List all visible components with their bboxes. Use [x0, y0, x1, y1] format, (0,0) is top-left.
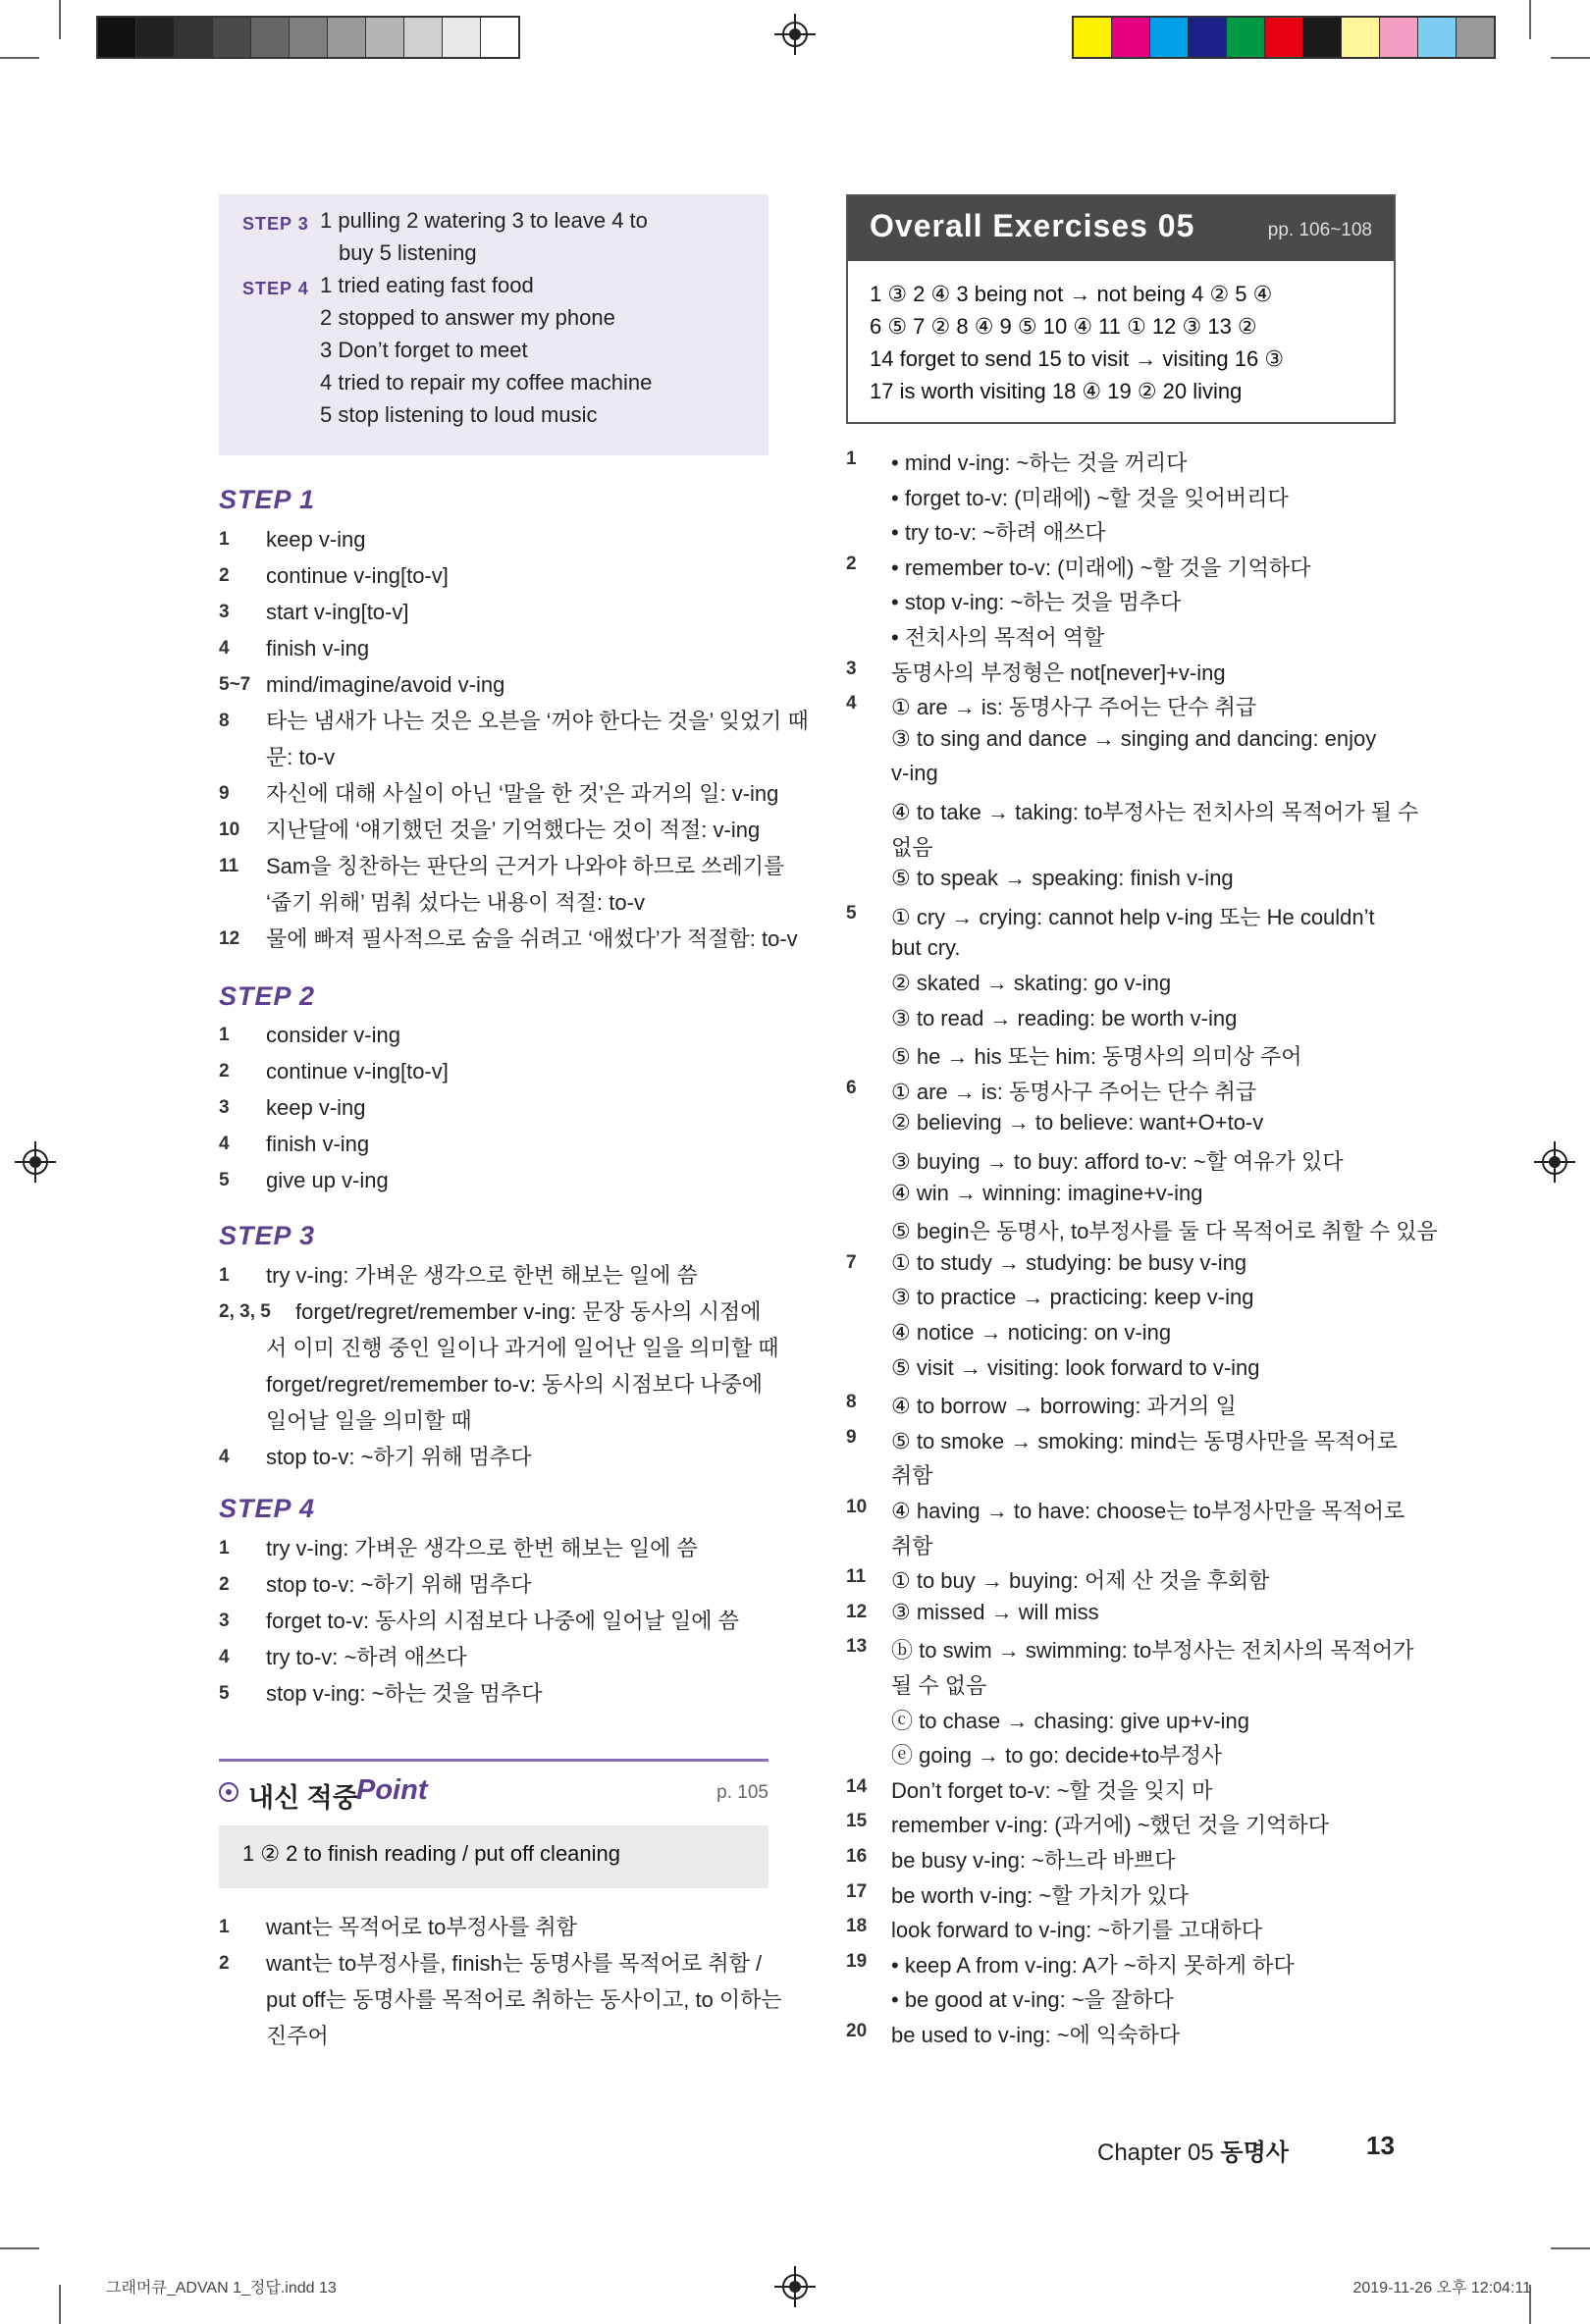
step4-item-text: try v-ing: 가벼운 생각으로 한번 해보는 일에 씀 [266, 1536, 698, 1560]
point-title-ko: 내신 적중 [248, 1783, 358, 1813]
point-answer: 1 ② 2 to finish reading / put off cleaning [242, 1841, 621, 1866]
step1-item-number: 11 [219, 856, 239, 876]
step3-item-text: 서 이미 진행 중인 일이나 과거에 일어난 일을 의미할 때 [266, 1336, 779, 1360]
explanation-text: ⓔ going → to go: decide+to부정사 [891, 1743, 1223, 1769]
explanation-text: ⑤ begin은 동명사, to부정사를 둘 다 목적어로 취할 수 있음 [891, 1219, 1438, 1244]
step2-item-text: give up v-ing [266, 1168, 389, 1192]
explanation-text: • stop v-ing: ~하는 것을 멈추다 [891, 590, 1182, 615]
explanation-text: ① are → is: 동명사구 주어는 단수 취급 [891, 1079, 1257, 1104]
explanation-number: 19 [846, 1950, 868, 1972]
explanation-text: be used to v-ing: ~에 익숙하다 [891, 2023, 1180, 2047]
explanation-text: ⑤ to speak → speaking: finish v-ing [891, 866, 1234, 891]
explanation-text: ④ having → to have: choose는 to부정사만을 목적어로 [891, 1499, 1405, 1523]
explanation-text: ⑤ to smoke → smoking: mind는 동명사만을 목적어로 [891, 1428, 1398, 1453]
crop-mark [1529, 0, 1531, 39]
step4-item-text: stop v-ing: ~하는 것을 멈추다 [266, 1681, 543, 1706]
explanation-text: • keep A from v-ing: A가 ~하지 못하게 하다 [891, 1952, 1295, 1978]
step3-item-text: stop to-v: ~하기 위해 멈추다 [266, 1445, 532, 1469]
explanation-text: remember v-ing: (과거에) ~했던 것을 기억하다 [891, 1813, 1329, 1838]
crop-mark [1551, 57, 1590, 59]
step2-item-text: keep v-ing [266, 1095, 366, 1120]
explanation-text: ④ notice → noticing: on v-ing [891, 1320, 1172, 1345]
step2-title: STEP 2 [219, 981, 316, 1011]
registration-mark [1542, 1149, 1567, 1175]
explanation-text: 될 수 없음 [891, 1673, 987, 1698]
crop-mark [59, 2285, 61, 2324]
step3-item-text: forget/regret/remember to-v: 동사의 시점보다 나중에 [266, 1372, 763, 1397]
step4-label: STEP 4 [242, 279, 309, 298]
overall-title: Overall Exercises 05 [870, 208, 1195, 243]
step1-item-number: 4 [219, 638, 230, 659]
step4-item-number: 3 [219, 1611, 230, 1631]
step1-item-number: 12 [219, 928, 240, 949]
date-slug: 2019-11-26 오후 12:04:11 [1352, 2280, 1531, 2297]
step2-item-number: 4 [219, 1134, 230, 1154]
explanation-text: ⓒ to chase → chasing: give up+v-ing [891, 1708, 1250, 1733]
explanation-number: 10 [846, 1497, 868, 1517]
explanation-number: 13 [846, 1636, 868, 1658]
point-item-text: put off는 동명사를 목적어로 취하는 동사이고, to 이하는 [266, 1987, 782, 2012]
step1-item-text: mind/imagine/avoid v-ing [266, 672, 505, 697]
step1-item-number: 9 [219, 783, 230, 804]
explanation-text: but cry. [891, 935, 961, 961]
explanation-number: 17 [846, 1880, 868, 1902]
explanation-text: ③ to read → reading: be worth v-ing [891, 1005, 1238, 1030]
step3-label: STEP 3 [242, 214, 309, 234]
explanation-text: ④ to borrow → borrowing: 과거의 일 [891, 1394, 1237, 1419]
explanation-text: • remember to-v: (미래에) ~할 것을 기억하다 [891, 555, 1311, 580]
point-page-ref: p. 105 [716, 1782, 768, 1803]
step2-item-number: 5 [219, 1170, 230, 1190]
registration-mark [782, 22, 808, 47]
explanation-text: ③ to practice → practicing: keep v-ing [891, 1285, 1254, 1310]
chapter-label [1097, 2133, 1289, 2167]
overall-answer-row: 17 is worth visiting 18 ④ 19 ② 20 living [870, 379, 1243, 403]
step4-answer: 3 Don’t forget to meet [320, 338, 528, 362]
step1-item-text: start v-ing[to-v] [266, 600, 409, 624]
step4-answer: 5 stop listening to loud music [320, 402, 598, 427]
step3-item-text: 일어날 일을 의미할 때 [266, 1408, 472, 1433]
step1-item-text: finish v-ing [266, 636, 370, 660]
crop-mark [0, 2247, 39, 2249]
explanation-text: • 전치사의 목적어 역할 [891, 625, 1105, 650]
explanation-number: 12 [846, 1601, 868, 1622]
step1-item-text: 문: to-v [266, 745, 336, 769]
explanation-text: ③ buying → to buy: afford to-v: ~할 여유가 있다 [891, 1149, 1344, 1174]
explanation-text: 취함 [891, 1463, 933, 1489]
point-answer-box [219, 1825, 768, 1888]
explanation-text: be busy v-ing: ~하느라 바쁘다 [891, 1848, 1176, 1873]
explanation-number: 11 [846, 1566, 867, 1588]
explanation-text: ① are → is: 동명사구 주어는 단수 취급 [891, 695, 1257, 720]
step2-item-text: finish v-ing [266, 1132, 370, 1156]
step3-title: STEP 3 [219, 1221, 316, 1250]
step1-item-text: continue v-ing[to-v] [266, 563, 449, 588]
overall-answer-row: 1 ③ 2 ④ 3 being not → not being 4 ② 5 ④ [870, 282, 1273, 306]
explanation-text: ① to buy → buying: 어제 산 것을 후회함 [891, 1568, 1270, 1594]
step4-item-number: 5 [219, 1683, 230, 1704]
step1-item-text: 자신에 대해 사실이 아닌 ‘말을 한 것’은 과거의 일: v-ing [266, 781, 779, 806]
step4-item-number: 2 [219, 1574, 230, 1595]
explanation-text: ⓑ to swim → swimming: to부정사는 전치사의 목적어가 [891, 1638, 1414, 1664]
explanation-text: • be good at v-ing: ~을 잘하다 [891, 1987, 1174, 2013]
step1-item-number: 5~7 [219, 674, 251, 695]
explanation-text: ② skated → skating: go v-ing [891, 971, 1172, 995]
step2-item-text: continue v-ing[to-v] [266, 1059, 449, 1083]
explanation-number: 20 [846, 2021, 868, 2041]
explanation-text: ④ win → winning: imagine+v-ing [891, 1180, 1203, 1205]
explanation-text: ③ to sing and dance → singing and dancing: enjoy [891, 725, 1377, 751]
explanation-text: 없음 [891, 834, 933, 860]
step2-item-text: consider v-ing [266, 1023, 400, 1047]
step-answers-box [219, 194, 768, 455]
explanation-number: 14 [846, 1775, 868, 1797]
step3-item-text: forget/regret/remember v-ing: 문장 동사의 시점에 [295, 1299, 762, 1324]
step3-item-number: 1 [219, 1265, 230, 1286]
explanation-number: 3 [846, 658, 857, 679]
explanation-number: 9 [846, 1426, 857, 1448]
step1-item-text: 타는 냄새가 나는 것은 오븐을 ‘꺼야 한다는 것을’ 잊었기 때 [266, 709, 809, 733]
step4-answer: 2 stopped to answer my phone [320, 305, 615, 330]
point-header [219, 1776, 768, 1816]
explanation-number: 8 [846, 1392, 857, 1413]
explanation-text: ① to study → studying: be busy v-ing [891, 1249, 1247, 1275]
page-number: 13 [1366, 2131, 1395, 2160]
step1-item-text: 지난달에 ‘얘기했던 것을’ 기억했다는 것이 적절: v-ing [266, 818, 761, 842]
step4-title: STEP 4 [219, 1494, 316, 1523]
chapter-prefix: Chapter 05 [1097, 2139, 1214, 2166]
explanation-number: 7 [846, 1251, 857, 1273]
step4-item-number: 4 [219, 1647, 230, 1667]
explanation-text: • mind v-ing: ~하는 것을 꺼리다 [891, 450, 1188, 475]
step1-item-text: ‘줍기 위해’ 멈춰 섰다는 내용이 적절: to-v [266, 890, 645, 915]
overall-page-ref: pp. 106~108 [1267, 220, 1372, 240]
explanation-text: • forget to-v: (미래에) ~할 것을 잊어버리다 [891, 485, 1289, 510]
explanation-text: ⑤ he → his 또는 him: 동명사의 의미상 주어 [891, 1044, 1302, 1070]
point-item-text: want는 to부정사를, finish는 동명사를 목적어로 취함 / [266, 1951, 763, 1976]
overall-exercises-box [846, 194, 1396, 424]
step1-item-number: 8 [219, 711, 230, 731]
explanation-text: ⑤ visit → visiting: look forward to v-ing [891, 1354, 1260, 1380]
step1-item-text: keep v-ing [266, 527, 366, 552]
explanation-text: 취함 [891, 1533, 933, 1558]
explanation-text: ② believing → to believe: want+O+to-v [891, 1110, 1264, 1136]
overall-header [848, 196, 1394, 261]
overall-answer-row: 6 ⑤ 7 ② 8 ④ 9 ⑤ 10 ④ 11 ① 12 ③ 13 ② [870, 314, 1257, 339]
step1-item-text: 물에 빠져 필사적으로 숨을 쉬려고 ‘애썼다’가 적절함: to-v [266, 926, 798, 951]
explanation-number: 1 [846, 449, 857, 469]
explanation-text: 동명사의 부정형은 not[never]+v-ing [891, 660, 1226, 685]
step4-item-text: forget to-v: 동사의 시점보다 나중에 일어날 일에 씀 [266, 1609, 739, 1633]
explanation-number: 16 [846, 1846, 868, 1867]
explanation-number: 6 [846, 1077, 857, 1098]
step2-item-number: 2 [219, 1061, 230, 1082]
chapter-title: 동명사 [1220, 2139, 1289, 2166]
step3-item-number: 2, 3, 5 [219, 1301, 271, 1322]
crop-mark [0, 57, 39, 59]
explanation-text: v-ing [891, 761, 938, 786]
point-item-number: 1 [219, 1917, 230, 1937]
point-title-en: Point [356, 1774, 428, 1806]
explanation-text: ④ to take → taking: to부정사는 전치사의 목적어가 될 수 [891, 800, 1419, 824]
explanation-text: ③ missed → will miss [891, 1599, 1099, 1624]
step3-item-number: 4 [219, 1447, 230, 1467]
point-item-text: 진주어 [266, 2024, 329, 2048]
explanation-number: 5 [846, 902, 857, 924]
cmyk-color-bar [1072, 16, 1496, 59]
step1-item-number: 10 [219, 819, 240, 840]
explanation-text: be worth v-ing: ~할 가치가 있다 [891, 1882, 1189, 1908]
step4-item-number: 1 [219, 1538, 230, 1558]
step1-title: STEP 1 [219, 485, 316, 514]
step3-item-text: try v-ing: 가벼운 생각으로 한번 해보는 일에 씀 [266, 1263, 698, 1288]
explanation-text: look forward to v-ing: ~하기를 고대하다 [891, 1918, 1263, 1943]
file-slug: 그래머큐_ADVAN 1_정답.indd 13 [106, 2280, 337, 2297]
gray-color-bar [96, 16, 520, 59]
explanation-number: 15 [846, 1811, 868, 1832]
step1-item-text: Sam을 칭찬하는 판단의 근거가 나와야 하므로 쓰레기를 [266, 854, 785, 878]
crop-mark [59, 0, 61, 39]
step4-item-text: try to-v: ~하려 애쓰다 [266, 1645, 467, 1669]
step4-answer: 4 tried to repair my coffee machine [320, 370, 653, 395]
section-divider [219, 1759, 768, 1762]
explanation-number: 18 [846, 1916, 868, 1937]
step3-answers-line: 1 pulling 2 watering 3 to leave 4 to [320, 208, 648, 233]
explanation-text: Don’t forget to-v: ~할 것을 잊지 마 [891, 1777, 1213, 1803]
step4-item-text: stop to-v: ~하기 위해 멈추다 [266, 1572, 532, 1597]
crop-mark [1551, 2247, 1590, 2249]
explanation-text: ① cry → crying: cannot help v-ing 또는 He couldn’t [891, 904, 1375, 929]
step1-item-number: 1 [219, 529, 230, 550]
step3-answers-line: buy 5 listening [339, 240, 477, 265]
registration-mark [23, 1149, 48, 1175]
explanation-number: 2 [846, 553, 857, 574]
step2-item-number: 3 [219, 1097, 230, 1118]
registration-mark [782, 2274, 808, 2299]
overall-answer-row: 14 forget to send 15 to visit → visiting 16 ③ [870, 346, 1285, 371]
step1-item-number: 3 [219, 602, 230, 622]
explanation-text: • try to-v: ~하려 애쓰다 [891, 520, 1106, 546]
step4-answer: 1 tried eating fast food [320, 273, 534, 297]
point-item-number: 2 [219, 1953, 230, 1974]
explanation-number: 4 [846, 693, 857, 714]
target-icon [219, 1782, 238, 1802]
step2-item-number: 1 [219, 1025, 230, 1045]
point-item-text: want는 목적어로 to부정사를 취함 [266, 1915, 577, 1939]
step1-item-number: 2 [219, 565, 230, 586]
